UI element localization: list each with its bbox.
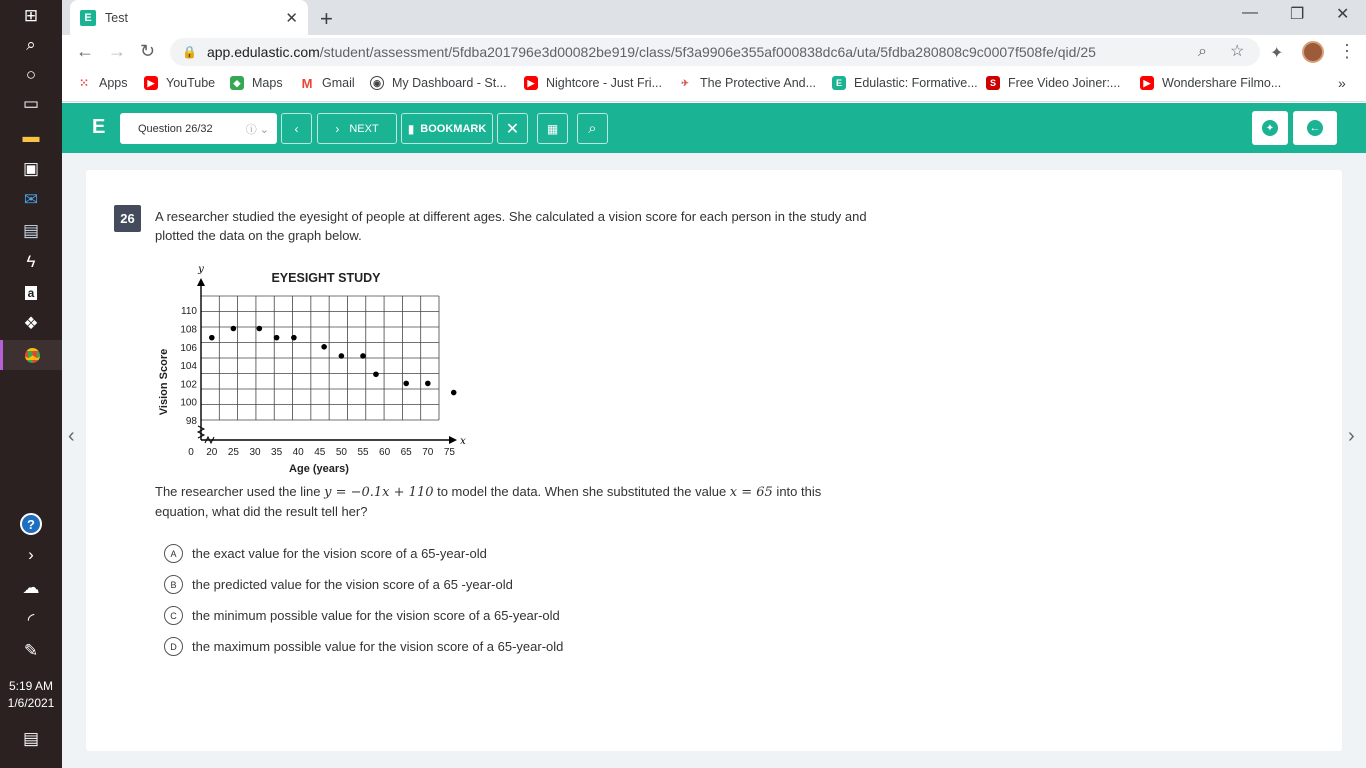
edulastic-icon: E xyxy=(832,76,846,90)
windows-logo-icon[interactable]: ⊞ xyxy=(23,6,39,25)
cortana-icon[interactable]: ○ xyxy=(25,65,37,84)
next-question-arrow-icon[interactable]: › xyxy=(1348,425,1355,447)
bookmark-label: YouTube xyxy=(166,76,216,90)
zoom-icon[interactable]: ⌕ xyxy=(1198,43,1207,60)
option-text: the exact value for the vision score of a 65-year-old xyxy=(192,546,487,561)
chevron-down-icon: ⓘ ⌄ xyxy=(245,124,269,136)
question-stem: A researcher studied the eyesight of people at different ages. She calculated a vision score for each person in the study and plotted the data on the graph below. xyxy=(155,209,867,243)
maps-icon: ◆ xyxy=(230,76,244,90)
previous-button[interactable] xyxy=(281,113,312,144)
question-selector-label: Question 26/32 xyxy=(138,122,213,135)
next-button[interactable] xyxy=(317,113,397,144)
bookmark-label: Nightcore - Just Fri... xyxy=(546,76,662,90)
apps-grid-icon: ⁙ xyxy=(78,76,90,90)
x-tick-label: 45 xyxy=(314,447,326,458)
bookmark-icon: ▮ xyxy=(407,121,415,136)
x-tick-label: 70 xyxy=(422,447,434,458)
bookmark-button[interactable] xyxy=(401,113,493,144)
prev-question-arrow-icon[interactable]: ‹ xyxy=(68,425,75,447)
tab-strip xyxy=(62,0,1366,35)
star-icon[interactable]: ☆ xyxy=(1230,43,1245,60)
chevron-left-icon: ‹ xyxy=(294,121,299,136)
bookmark-label: BOOKMARK xyxy=(420,122,487,135)
bookmark-label: Free Video Joiner:... xyxy=(1008,76,1121,90)
bookmark-label: My Dashboard - St... xyxy=(392,76,507,90)
bookmark-label: Maps xyxy=(252,76,283,90)
y-tick-label: 98 xyxy=(185,416,197,427)
search-icon[interactable]: ⌕ xyxy=(26,35,36,54)
data-point xyxy=(231,326,237,332)
new-tab-icon[interactable]: + xyxy=(320,6,333,31)
youtube-icon: ▶ xyxy=(144,76,158,90)
video-joiner-icon: S xyxy=(986,76,1000,90)
lock-icon: 🔒 xyxy=(182,45,197,59)
edulastic-favicon-icon: E xyxy=(80,10,96,26)
scatter-chart xyxy=(151,262,481,477)
x-value: x = 65 xyxy=(729,485,773,500)
data-point xyxy=(291,335,297,341)
y-axis-letter: y xyxy=(198,264,204,275)
option-letter: A xyxy=(164,544,183,563)
accessibility-icon: ✦ xyxy=(1262,120,1278,136)
pen-icon[interactable]: ✎ xyxy=(23,641,39,660)
more-bookmarks-icon[interactable]: » xyxy=(1338,75,1346,91)
data-point xyxy=(209,335,215,341)
x-tick-label: 0 xyxy=(188,447,194,458)
page-content xyxy=(62,153,1366,768)
x-axis-letter: x xyxy=(460,436,466,447)
question-selector[interactable] xyxy=(120,113,277,144)
file-explorer-icon[interactable]: ▬ xyxy=(22,127,40,146)
browser-window xyxy=(62,0,1366,768)
youtube-icon: ▶ xyxy=(1140,76,1154,90)
question-prompt xyxy=(155,482,875,521)
data-point xyxy=(360,353,366,359)
data-point xyxy=(257,326,263,332)
edulastic-header xyxy=(62,103,1366,153)
y-tick-label: 104 xyxy=(180,361,197,373)
bookmark-protective[interactable] xyxy=(678,76,816,90)
tab-close-icon[interactable]: ✕ xyxy=(285,9,298,27)
x-tick-label: 40 xyxy=(292,447,304,458)
question-card xyxy=(86,170,1342,751)
y-axis-label: Vision Score xyxy=(158,348,170,416)
option-b[interactable] xyxy=(164,575,513,594)
x-axis-arrow xyxy=(449,436,457,444)
option-text: the maximum possible value for the vision score of a 65-year-old xyxy=(192,639,564,654)
bookmark-edulastic[interactable] xyxy=(832,76,978,90)
cloud-icon[interactable]: ☁ xyxy=(22,578,40,597)
x-tick-label: 65 xyxy=(400,447,412,458)
bookmark-maps[interactable] xyxy=(230,76,283,90)
bookmark-label: Apps xyxy=(99,76,128,90)
close-icon: ✕ xyxy=(505,120,520,138)
y-tick-label: 110 xyxy=(181,306,197,318)
window-close-icon[interactable]: ✕ xyxy=(1336,6,1350,23)
next-label: NEXT xyxy=(349,122,379,135)
x-tick-label: 75 xyxy=(443,447,455,458)
magnifier-icon: ⌕ xyxy=(588,120,597,137)
bird-icon: ✈ xyxy=(681,77,689,88)
chrome-icon[interactable] xyxy=(0,340,62,370)
bookmark-label: The Protective And... xyxy=(700,76,817,90)
bookmark-label: Edulastic: Formative... xyxy=(854,76,978,90)
lightning-icon[interactable]: ϟ xyxy=(26,252,36,271)
x-tick-label: 50 xyxy=(335,447,347,458)
y-tick-label: 106 xyxy=(180,342,197,354)
option-d[interactable] xyxy=(164,637,563,656)
exit-button[interactable] xyxy=(1293,111,1337,145)
data-point xyxy=(373,371,379,377)
bookmark-gmail[interactable] xyxy=(300,76,355,90)
dropbox-icon[interactable]: ❖ xyxy=(23,314,39,333)
help-icon[interactable]: ? xyxy=(0,509,62,539)
bookmark-video-joiner[interactable] xyxy=(986,76,1120,90)
bookmark-nightcore[interactable] xyxy=(524,76,662,90)
dashboard-icon: ◉ xyxy=(370,76,384,90)
y-tick-label: 100 xyxy=(180,397,197,409)
extensions-icon[interactable]: ✦ xyxy=(1270,45,1284,62)
browser-toolbar xyxy=(62,35,1366,69)
menu-icon[interactable]: ⋮ xyxy=(1338,41,1356,61)
task-view-icon[interactable]: ▭ xyxy=(22,94,40,113)
notepad-icon[interactable]: ▤ xyxy=(22,221,40,240)
windows-taskbar xyxy=(0,0,62,768)
data-point xyxy=(425,381,431,387)
chart-title: EYESIGHT STUDY xyxy=(271,271,381,285)
x-tick-label: 25 xyxy=(227,447,239,458)
bookmark-dashboard[interactable] xyxy=(370,76,507,90)
x-axis-label: Age (years) xyxy=(289,463,349,475)
notifications-icon[interactable]: ▤ xyxy=(22,729,40,748)
y-axis-arrow xyxy=(197,278,205,286)
bookmark-label: Wondershare Filmo... xyxy=(1162,76,1282,90)
x-axis-break xyxy=(205,437,214,443)
option-letter: D xyxy=(164,637,183,656)
x-tick-label: 35 xyxy=(271,447,283,458)
bookmark-apps[interactable] xyxy=(77,76,128,90)
option-c[interactable] xyxy=(164,606,560,625)
bookmark-wondershare[interactable] xyxy=(1140,76,1281,90)
data-point xyxy=(451,390,457,396)
prompt-text-mid: to model the data. When she substituted the value xyxy=(433,484,730,499)
forward-icon[interactable]: → xyxy=(108,41,126,61)
calculator-button[interactable] xyxy=(537,113,568,144)
y-tick-label: 108 xyxy=(180,324,197,336)
option-letter: B xyxy=(164,575,183,594)
y-tick-label: 102 xyxy=(180,379,197,391)
prompt-text-pre: The researcher used the line xyxy=(155,484,325,499)
equation: y = −0.1x + 110 xyxy=(324,485,434,500)
browser-tab[interactable] xyxy=(70,0,308,35)
restore-icon[interactable]: ❐ xyxy=(1290,6,1305,23)
bookmark-youtube[interactable] xyxy=(144,76,215,90)
x-tick-label: 30 xyxy=(249,447,261,458)
taskbar-clock[interactable] xyxy=(0,678,62,712)
address-bar[interactable] xyxy=(170,38,1260,66)
wifi-icon[interactable]: ◜ xyxy=(27,610,35,629)
back-icon[interactable]: ← xyxy=(76,41,94,61)
option-a[interactable] xyxy=(164,544,487,563)
mail-icon[interactable]: ✉ xyxy=(23,190,39,209)
calculator-icon: ▦ xyxy=(546,121,559,136)
magnifier-button[interactable] xyxy=(577,113,608,144)
accessibility-button[interactable] xyxy=(1252,111,1288,145)
tab-title: Test xyxy=(105,10,128,25)
url-path: /student/assessment/5fdba201796e3d00082be919/class/5f3a9906e355af000838dc6a/uta/5fdba280808c9c0007f508fe/qid/25 xyxy=(319,44,1096,60)
data-point xyxy=(274,335,280,341)
bookmarks-bar xyxy=(62,69,1366,102)
question-number: 26 xyxy=(114,205,141,232)
chevron-right-icon[interactable]: › xyxy=(28,545,34,564)
minimize-icon[interactable]: — xyxy=(1242,4,1258,21)
x-tick-label: 20 xyxy=(206,447,218,458)
url-host: app.edulastic.com xyxy=(206,44,320,60)
chevron-right-icon: › xyxy=(335,121,340,136)
data-point xyxy=(403,381,409,387)
clock-date: 1/6/2021 xyxy=(7,696,55,710)
option-text: the predicted value for the vision score of a 65 -year-old xyxy=(192,577,513,592)
youtube-icon: ▶ xyxy=(524,76,538,90)
profile-avatar[interactable] xyxy=(1302,41,1324,63)
x-tick-label: 55 xyxy=(357,447,369,458)
bookmark-label: Gmail xyxy=(322,76,355,90)
reload-icon[interactable]: ↻ xyxy=(140,41,156,61)
amazon-icon[interactable]: a xyxy=(0,278,62,308)
exit-icon: ← xyxy=(1307,120,1323,136)
store-icon[interactable]: ▣ xyxy=(22,159,40,178)
edulastic-logo: E xyxy=(92,116,106,138)
option-text: the minimum possible value for the vision score of a 65-year-old xyxy=(192,608,560,623)
gmail-icon: M xyxy=(301,75,313,91)
data-point xyxy=(321,344,327,350)
prompt-text-post: into this equation, what did the result tell her? xyxy=(155,484,822,519)
x-tick-label: 60 xyxy=(379,447,391,458)
clock-time: 5:19 AM xyxy=(8,679,54,693)
option-letter: C xyxy=(164,606,183,625)
close-tool-button[interactable] xyxy=(497,113,528,144)
data-point xyxy=(339,353,345,359)
